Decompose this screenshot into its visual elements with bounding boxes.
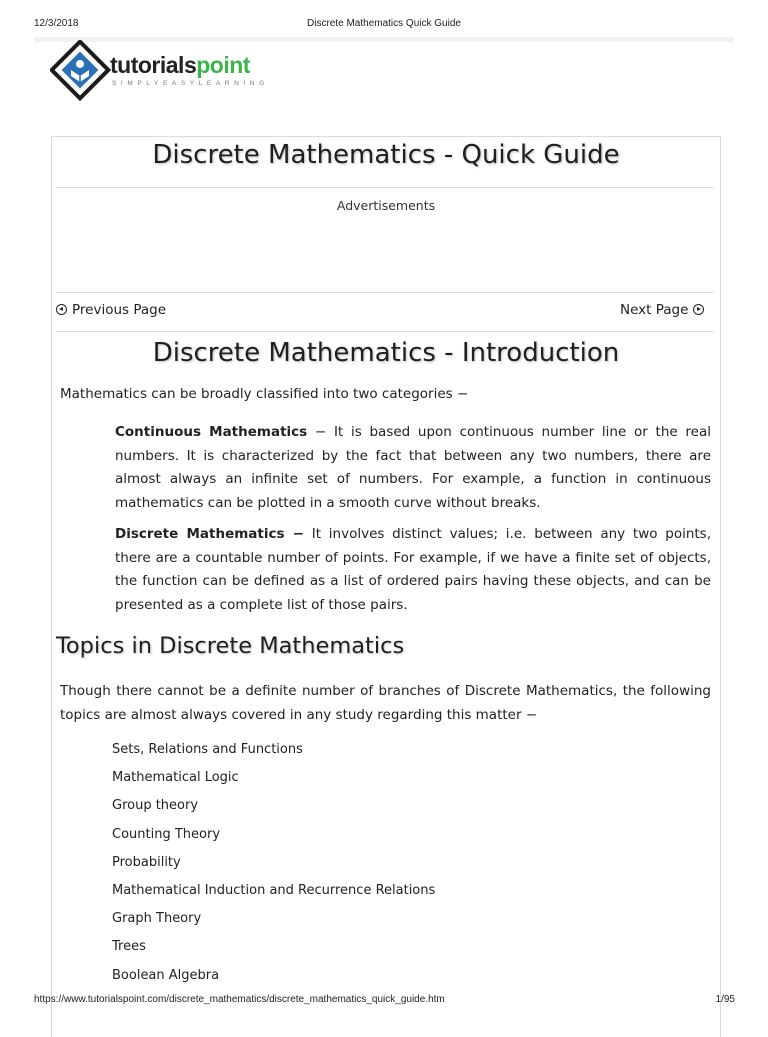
topics-heading: Topics in Discrete Mathematics: [56, 633, 405, 659]
print-document-title: Discrete Mathematics Quick Guide: [307, 18, 461, 29]
print-footer: [0, 994, 768, 1008]
topics-intro-paragraph: Though there cannot be a definite number of branches of Discrete Mathematics, the following topics are almost always covered in any study regarding this matter −: [60, 683, 711, 723]
definition-text: It is based upon continuous number line or the real numbers. It is characterized by the fact that between any two numbers, there are almost always an infinite set of numbers. For example, a function in continuous mathematics can be plotted in a smooth curve without breaks.: [115, 424, 711, 511]
list-item: Probability: [112, 854, 181, 870]
list-item: Boolean Algebra: [112, 967, 220, 983]
definition-continuous: [115, 421, 711, 515]
next-page-link[interactable]: [620, 302, 704, 318]
print-url: https://www.tutorialspoint.com/discrete_mathematics/discrete_mathematics_quick_guide.htm: [34, 994, 445, 1005]
definition-separator: [304, 526, 312, 542]
definition-term: Discrete Mathematics −: [115, 526, 304, 542]
circle-arrow-right-icon: [693, 304, 704, 315]
logo-emblem-icon: [50, 40, 112, 102]
page-title: Discrete Mathematics - Quick Guide: [152, 140, 620, 170]
list-item: Counting Theory: [112, 826, 221, 842]
advertisements-label: Advertisements: [336, 198, 436, 213]
definition-term: Continuous Mathematics: [115, 424, 308, 440]
next-page-label: Next Page: [620, 302, 689, 318]
section-title: Discrete Mathematics - Introduction: [152, 338, 620, 368]
list-item: Graph Theory: [112, 911, 202, 927]
list-item: Mathematical Logic: [112, 770, 239, 786]
list-item: Mathematical Induction and Recurrence Relations: [112, 882, 436, 898]
print-page-number: 1/95: [715, 994, 735, 1005]
tutorialspoint-logo[interactable]: [50, 40, 290, 100]
divider: [56, 331, 714, 332]
definition-discrete: [115, 523, 711, 617]
definition-separator: −: [307, 424, 334, 440]
list-item: Group theory: [112, 798, 199, 814]
previous-page-label: Previous Page: [72, 302, 167, 318]
logo-wordmark-part2: point: [196, 52, 250, 78]
logo-wordmark: [110, 52, 250, 79]
definition-text: It involves distinct values; i.e. between any two points, there are a countable number of points. For example, if we have a finite set of objects, the function can be defined as a list of ordered pairs having these objects, and can be presented as a complete list of those pairs.: [115, 526, 712, 613]
logo-tagline: SIMPLYEASYLEARNING: [112, 80, 269, 87]
list-item: Sets, Relations and Functions: [112, 742, 303, 757]
print-header: [0, 18, 768, 32]
divider: [56, 187, 714, 188]
divider: [56, 292, 714, 293]
print-date: 12/3/2018: [34, 18, 79, 29]
circle-arrow-left-icon: [56, 304, 67, 315]
list-item: Trees: [112, 939, 146, 955]
logo-wordmark-part1: tutorials: [110, 52, 197, 78]
previous-page-link[interactable]: [56, 302, 166, 318]
intro-paragraph: Mathematics can be broadly classified into two categories −: [60, 386, 469, 402]
topics-list: [112, 740, 435, 994]
